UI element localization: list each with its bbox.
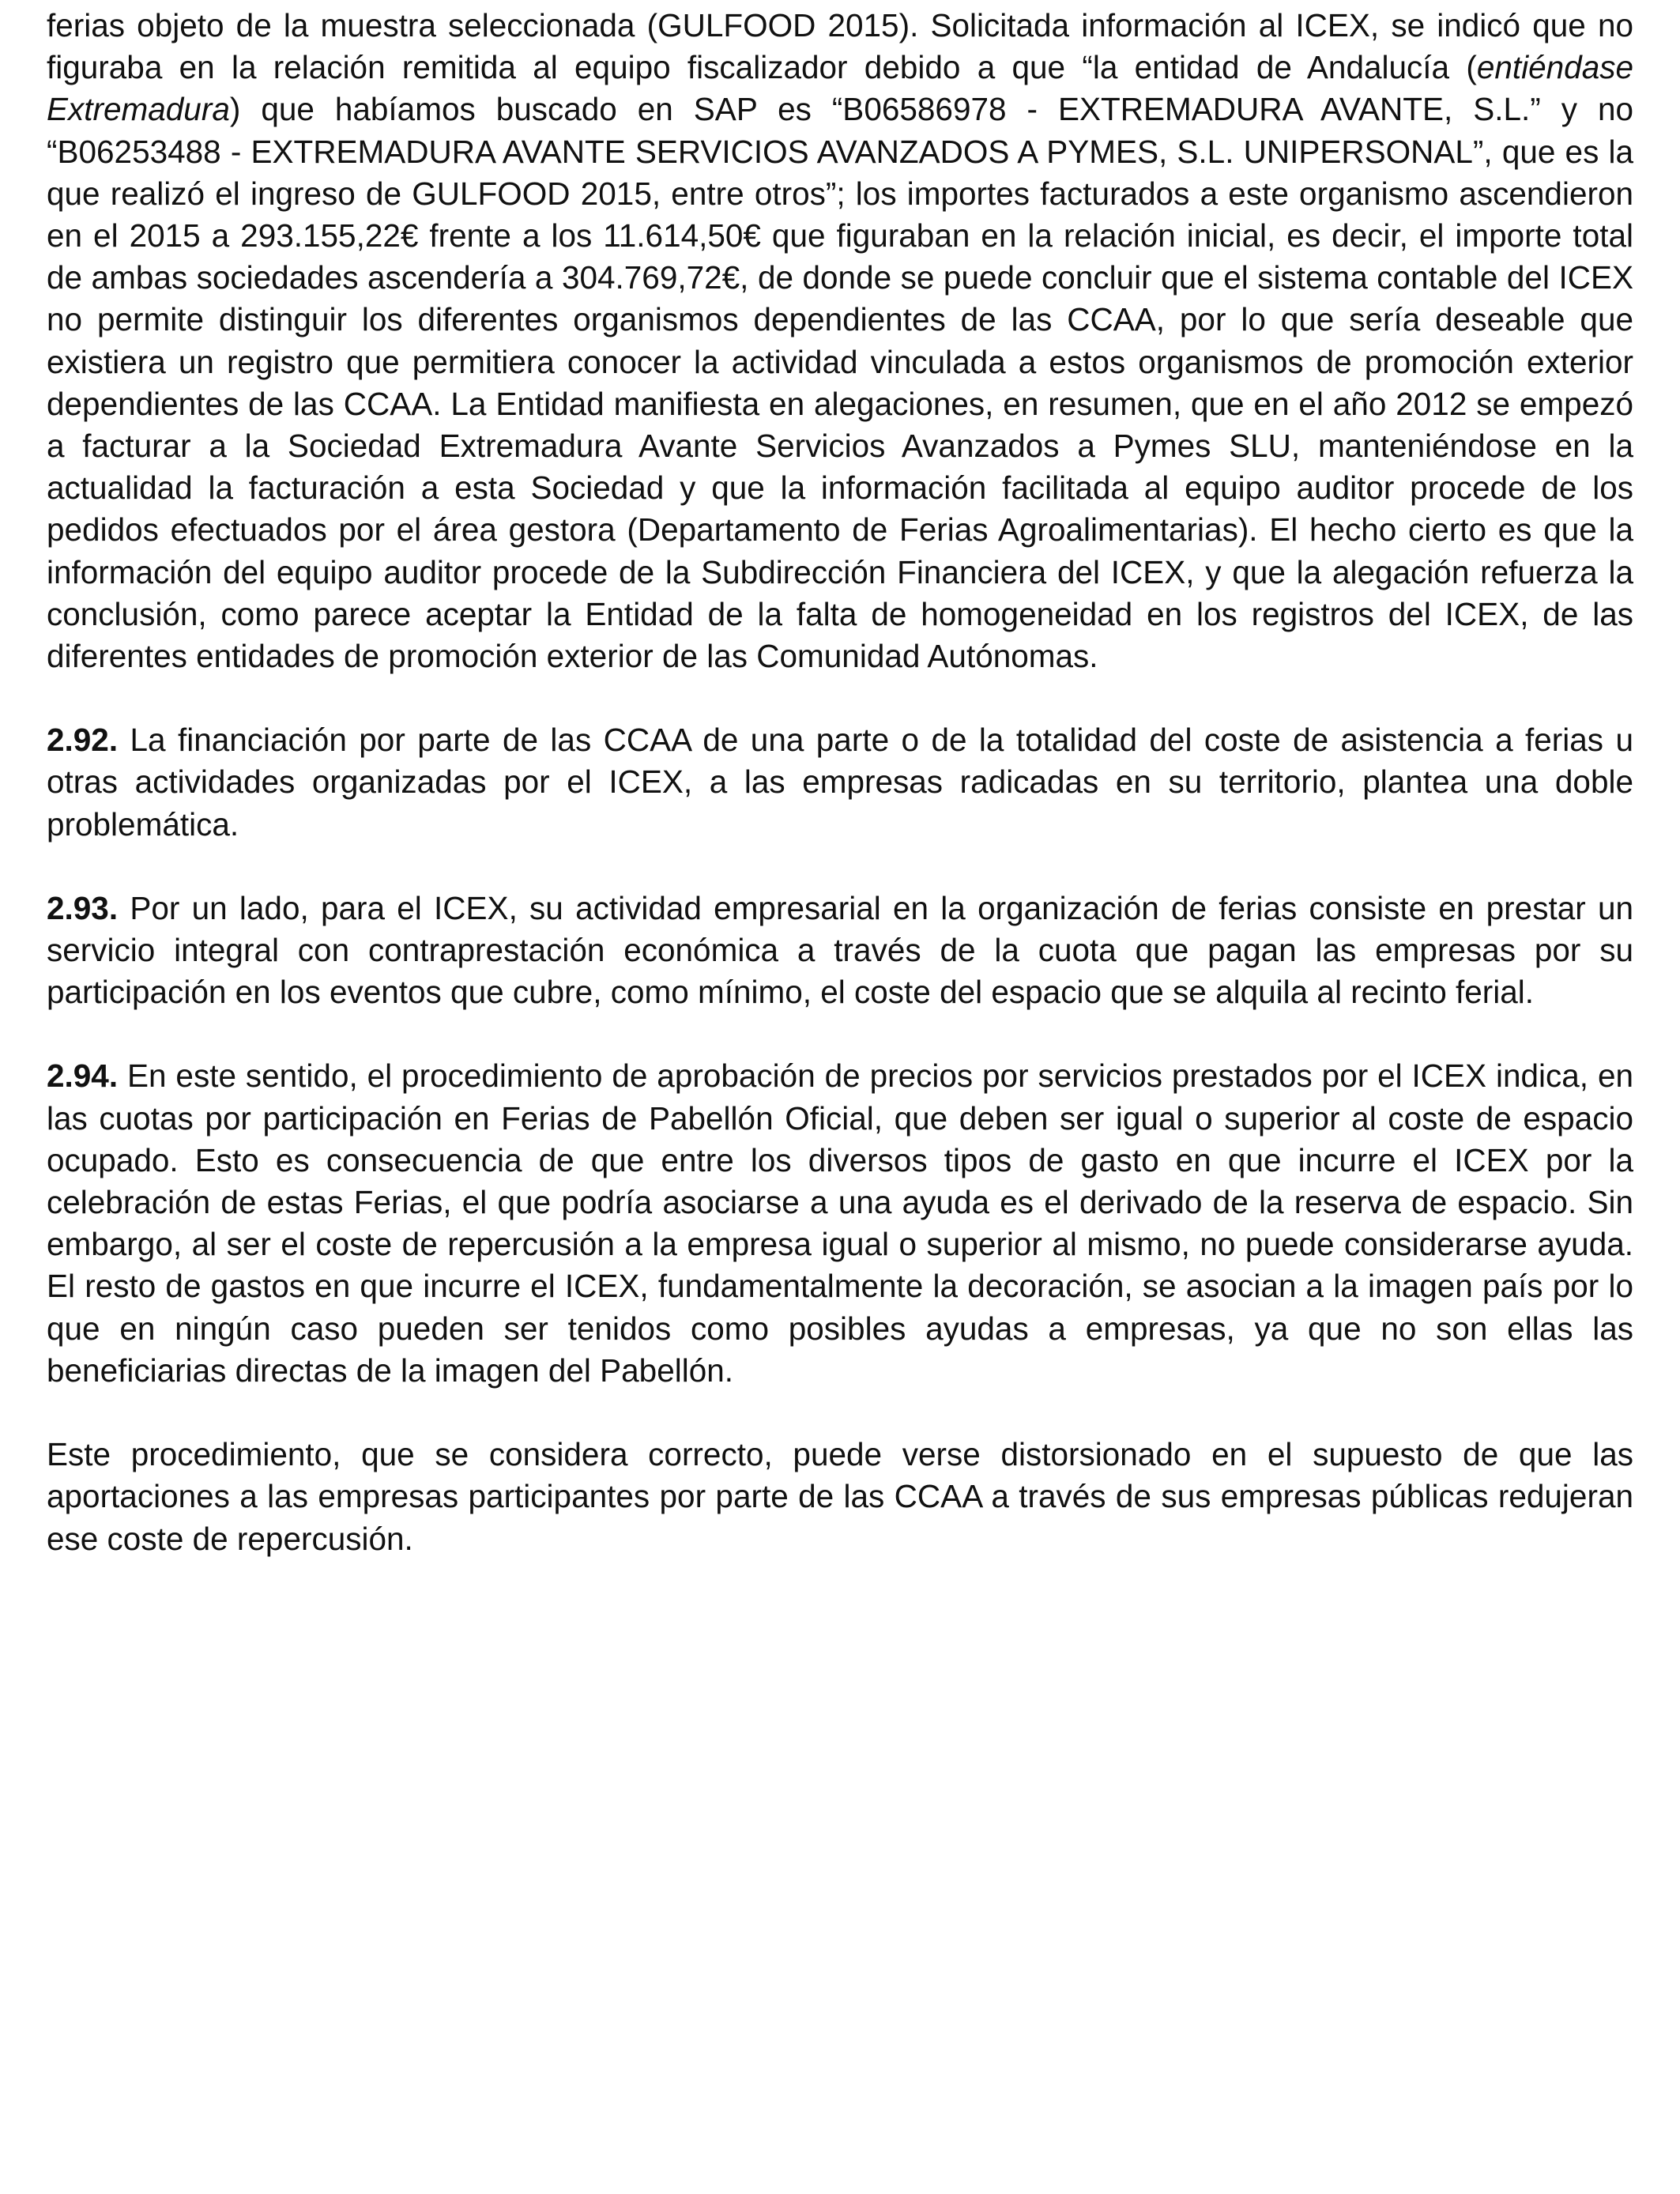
paragraph-number: 2.93.	[47, 889, 119, 926]
paragraph-text-italic: entiéndase Extremadura	[47, 49, 1633, 128]
paragraph-2-93	[47, 888, 1633, 1014]
paragraph-number: 2.92.	[47, 722, 119, 759]
paragraph-text: En este sentido, el procedimiento de aprobación de precios por servicios prestados por el ICEX indica, en las cuotas por participación en Ferias de Pabellón Oficial, que deben ser igual o superior al coste de espacio ocupado. Esto es consecuencia de que entre los diversos tipos de gasto en que incurre el ICEX por la celebración de estas Ferias, el que podría asociarse a una ayuda es el derivado de la reserva de espacio. Sin embargo, al ser el coste de repercusión a la empresa igual o superior al mismo, no puede considerarse ayuda. El resto de gastos en que incurre el ICEX, fundamentalmente la decoración, se asocian a la imagen país por lo que en ningún caso pueden ser tenidos como posibles ayudas a empresas, ya que no son ellas las beneficiarias directas de la imagen del Pabellón.	[47, 1057, 1633, 1389]
paragraph-text: Por un lado, para el ICEX, su actividad empresarial en la organización de ferias consiste en prestar un servicio integral con contraprestación económica a través de la cuota que pagan las empresas por su participación en los eventos que cubre, como mínimo, el coste del espacio que se alquila al recinto ferial.	[47, 889, 1633, 1011]
paragraph-conclusion	[47, 1434, 1633, 1560]
document-page	[47, 5, 1633, 1602]
paragraph-number: 2.94.	[47, 1057, 119, 1095]
paragraph-text: Este procedimiento, que se considera correcto, puede verse distorsionado en el supuesto de que las aportaciones a las empresas participantes por parte de las CCAA a través de sus empresas públicas redujeran ese coste de repercusión.	[47, 1436, 1633, 1557]
paragraph-text: La financiación por parte de las CCAA de una parte o de la totalidad del coste de asistencia a ferias u otras actividades organizadas por el ICEX, a las empresas radicadas en su territorio, plantea una doble problemática.	[47, 722, 1633, 843]
paragraph-continuation	[47, 5, 1633, 677]
paragraph-2-94	[47, 1055, 1633, 1392]
paragraph-text: ) que habíamos buscado en SAP es “B06586978 - EXTREMADURA AVANTE, S.L.” y no “B06253488 - EXTREMADURA AVANTE SERVICIOS AVANZADOS A PYMES, S.L. UNIPERSONAL”, que es la que realizó el ingreso de GULFOOD 2015, entre otros”; los importes facturados a este organismo ascendieron en el 2015 a 293.155,22€ frente a los 11.614,50€ que figuraban en la relación inicial, es decir, el importe total de ambas sociedades ascendería a 304.769,72€, de donde se puede concluir que el sistema contable del ICEX no permite distinguir los diferentes organismos dependientes de las CCAA, por lo que sería deseable que existiera un registro que permitiera conocer la actividad vinculada a estos organismos de promoción exterior dependientes de las CCAA. La Entidad manifiesta en alegaciones, en resumen, que en el año 2012 se empezó a facturar a la Sociedad Extremadura Avante Servicios Avanzados a Pymes SLU, manteniéndose en la actualidad la facturación a esta Sociedad y que la información facilitada al equipo auditor procede de los pedidos efectuados por el área gestora (Departamento de Ferias Agroalimentarias). El hecho cierto es que la información del equipo auditor procede de la Subdirección Financiera del ICEX, y que la alegación refuerza la conclusión, como parece aceptar la Entidad de la falta de homogeneidad en los registros del ICEX, de las diferentes entidades de promoción exterior de las Comunidad Autónomas.	[47, 91, 1633, 675]
paragraph-text: ferias objeto de la muestra seleccionada (GULFOOD 2015). Solicitada información al ICEX, se indicó que no figuraba en la relación remitida al equipo fiscalizador debido a que “la entidad de Andalucía (	[47, 7, 1633, 86]
paragraph-2-92	[47, 719, 1633, 846]
